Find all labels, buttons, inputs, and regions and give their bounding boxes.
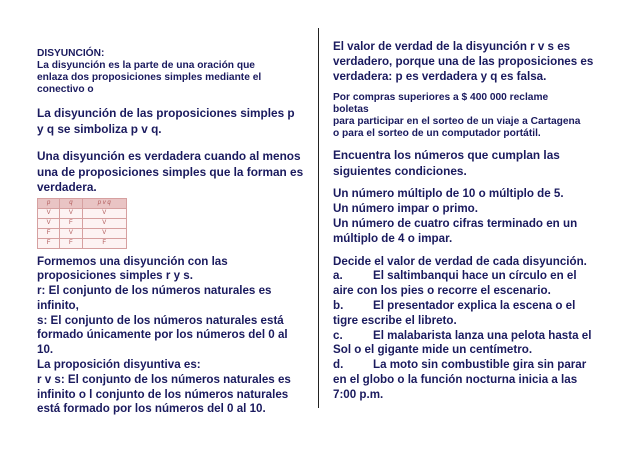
truth-table-cell: F [38, 228, 60, 238]
truth-table-row [38, 218, 127, 228]
condition-line: Un número múltiplo de 10 o múltiplo de 5. [333, 187, 564, 201]
truth-table-cell: V [38, 208, 60, 218]
exercise-text: tigre escribe el libreto. [333, 313, 457, 327]
promo-line: para participar en el sorteo de un viaje a Cartagena [333, 116, 581, 128]
example-line: infinito, [37, 298, 79, 312]
example-line: 10. [37, 343, 54, 357]
exercise-text: Sol o el gigante mide un centímetro. [333, 343, 533, 357]
exercise-label: c. [333, 328, 343, 342]
example-line: infinito o l conjunto de los números naturales [37, 387, 289, 401]
symbolize-line: La disyunción de las proposiciones simples p [37, 106, 295, 120]
example-line: proposiciones simples r y s. [37, 269, 193, 283]
true-when-line: verdadera. [37, 180, 97, 194]
promo-line: boletas [333, 104, 369, 116]
exercise-item [333, 269, 613, 299]
truth-value-line: verdadera: p es verdadera y q es falsa. [333, 69, 547, 83]
symbolize-paragraph [37, 106, 307, 137]
truth-table-row [38, 208, 127, 218]
example-line: r v s: El conjunto de los números naturales es [37, 372, 291, 386]
example-line: La proposición disyuntiva es: [37, 358, 201, 372]
exercise-text: La moto sin combustible gira sin parar [373, 358, 587, 372]
exercise-text: aire con los pies o recorre el escenario. [333, 284, 551, 298]
truth-table-header: p v q [82, 198, 127, 208]
exercise-label: a. [333, 269, 343, 283]
symbolize-line: y q se simboliza p v q. [37, 121, 162, 136]
section-heading: DISYUNCIÓN: [37, 48, 105, 59]
definition-line: conectivo o [37, 84, 94, 95]
truth-table-cell: F [60, 218, 82, 228]
truth-table-cell: V [60, 208, 82, 218]
truth-table-row [38, 238, 127, 248]
truth-table-cell: V [82, 218, 127, 228]
exercise-text: El malabarista lanza una pelota hasta el [373, 328, 592, 342]
definition-line: enlaza dos proposiciones simples mediante el [37, 72, 262, 83]
promo-line: o para el sorteo de un computador portátil. [333, 128, 541, 140]
true-when-paragraph [37, 149, 307, 196]
promo-paragraph [333, 92, 613, 140]
exercise-label: d. [333, 358, 344, 372]
exercise-text: en el globo o la función nocturna inicia a las [333, 372, 578, 386]
find-line: Encuentra los números que cumplan las [333, 148, 560, 163]
find-paragraph [333, 148, 613, 179]
left-column [37, 48, 307, 417]
truth-value-line: verdadero, porque una de las proposiciones es [333, 54, 594, 68]
truth-table-cell: V [82, 208, 127, 218]
true-when-line: Una disyunción es verdadera cuando al menos [37, 149, 301, 163]
definition-line: La disyunción es la parte de una oración que [37, 60, 255, 71]
example-line: formado únicamente por los números del 0 al [37, 328, 288, 342]
definition-paragraph [37, 60, 307, 96]
column-divider [318, 28, 319, 408]
decide-heading: Decide el valor de verdad de cada disyunción. [333, 254, 587, 268]
exercise-text: El presentador explica la escena o el [373, 298, 576, 312]
truth-table-cell: F [38, 238, 60, 248]
truth-table-cell: V [38, 218, 60, 228]
condition-line: múltiplo de 4 o impar. [333, 231, 453, 245]
condition-line: Un número de cuatro cifras terminado en un [333, 216, 578, 230]
truth-table-header-row [38, 198, 127, 208]
right-column [333, 40, 613, 403]
exercise-list [333, 269, 613, 402]
exercise-item [333, 329, 613, 359]
exercise-text: El saltimbanqui hace un círculo en el [373, 269, 577, 283]
example-line: está formado por los números del 0 al 10. [37, 402, 266, 416]
example-line: s: El conjunto de los números naturales está [37, 313, 284, 327]
truth-value-paragraph [333, 40, 613, 84]
example-line: r: El conjunto de los números naturales es [37, 284, 272, 298]
exercise-label: b. [333, 298, 344, 312]
true-when-line: una de proposiciones simples que la forman es [37, 164, 304, 179]
example-line: Formemos una disyunción con las [37, 254, 228, 268]
exercise-item [333, 358, 613, 402]
exercise-text: 7:00 p.m. [333, 387, 384, 401]
truth-table-header: q [60, 198, 82, 208]
condition-line: Un número impar o primo. [333, 202, 478, 216]
truth-table-header: p [38, 198, 60, 208]
truth-table-row [38, 228, 127, 238]
exercise-item [333, 299, 613, 329]
truth-table-cell: V [60, 228, 82, 238]
truth-value-line: El valor de verdad de la disyunción r v s es [333, 40, 571, 53]
conditions-list [333, 187, 613, 246]
example-paragraph [37, 255, 307, 418]
truth-table-cell: F [60, 238, 82, 248]
truth-table-cell: F [82, 238, 127, 248]
truth-table [37, 198, 127, 249]
find-line: siguientes condiciones. [333, 163, 467, 178]
truth-table-cell: V [82, 228, 127, 238]
promo-line: Por compras superiores a $ 400 000 reclame [333, 92, 549, 104]
